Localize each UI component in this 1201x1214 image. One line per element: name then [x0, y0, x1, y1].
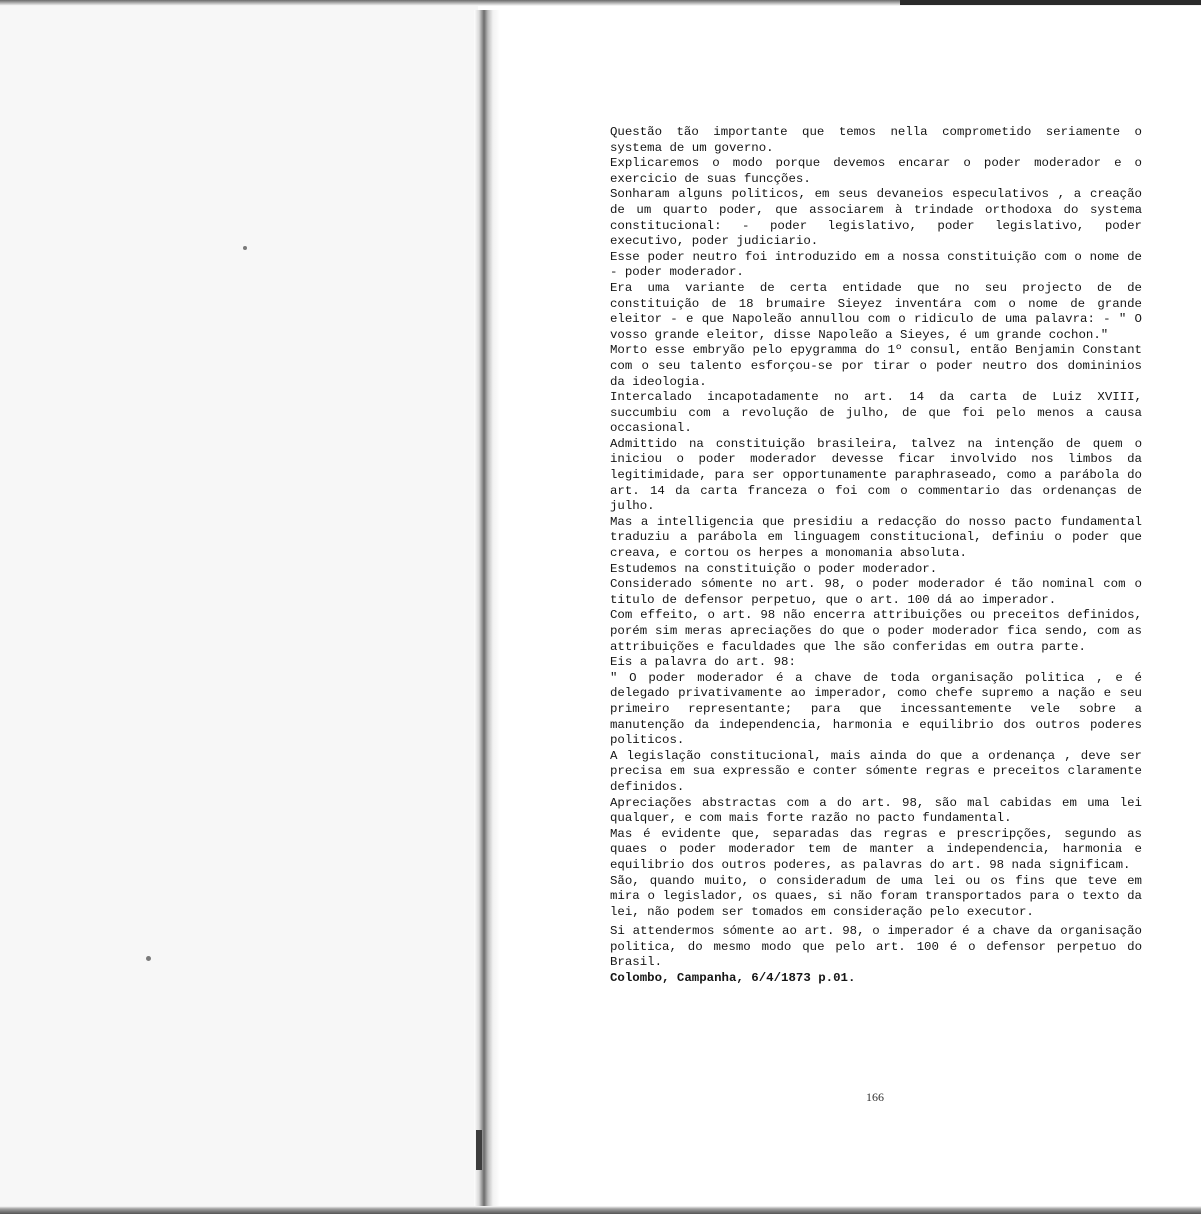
paragraph: Questão tão importante que temos nella comprometido seriamente o systema de um governo. — [610, 125, 1142, 155]
paragraph: Apreciações abstractas com a do art. 98, são mal cabidas em uma lei qualquer, e com mais forte razão no pacto fundamental. — [610, 795, 1142, 826]
paragraph: Explicaremos o modo porque devemos encarar o poder moderador e o exercicio de suas funcções. — [610, 156, 1142, 186]
document-body — [610, 125, 1142, 1085]
paragraph: Esse poder neutro foi introduzido em a nossa constituição com o nome de - poder moderador. — [610, 249, 1142, 280]
dust-speck — [146, 956, 151, 961]
source-citation: Colombo, Campanha, 6/4/1873 p.01. — [610, 971, 856, 986]
paragraph: Morto esse embryão pelo epygramma do 1º consul, então Benjamin Constant com o seu talento esforçou-se por tirar o poder neutro dos domininios da ideologia. — [610, 343, 1142, 389]
dust-speck — [243, 246, 247, 250]
scan-bottom-edge — [0, 1206, 1201, 1214]
quotation: " O poder moderador é a chave de toda organisação politica , e é delegado privativamente ao imperador, como chefe supremo a nação e seu primeiro representante; para que incessantemente vele sobre a manutenção da independencia, harmonia e equilibrio dos outros poderes politicos. — [610, 670, 1142, 748]
paragraph: Considerado sómente no art. 98, o poder moderador é tão nominal com o titulo de defensor perpetuo, que o art. 100 dá ao imperador. — [610, 577, 1142, 607]
paragraph: Sonharam alguns politicos, em seus devaneios especulativos , a creação de um quarto poder, que associarem à trindade orthodoxa do systema constitucional: - poder legislativo, poder legislativo, poder executivo, poder judiciario. — [610, 187, 1142, 249]
left-blank-page — [0, 6, 478, 1206]
page-number: 166 — [866, 1090, 884, 1104]
paragraph: São, quando muito, o consideradum de uma lei ou os fins que teve em mira o legislador, os quaes, si não foram transportados para o texto da lei, não podem ser tomados em consideração pelo executor. — [610, 873, 1142, 919]
paragraph: Intercalado incapotadamente no art. 14 da carta de Luiz XVIII, succumbiu com a revolução de julho, de que foi pelo menos a causa occasional. — [610, 390, 1142, 436]
paragraph: Mas é evidente que, separadas das regras e prescripções, segundo as quaes o poder moderador tem de manter a independencia, harmonia e equilibrio dos outros poderes, as palavras do art. 98 nada significam. — [610, 826, 1142, 872]
paragraph: Estudemos na constituição o poder moderador. — [610, 561, 938, 576]
paragraph: Eis a palavra do art. 98: — [610, 655, 796, 670]
book-gutter — [474, 10, 500, 1210]
paragraph: Era uma variante de certa entidade que no seu projecto de de constituição de 18 brumaire Sieyez inventára com o nome de grande eleitor - e que Napoleão annullou com o ridiculo de uma palavra: - " O vosso grande eleitor, disse Napoleão a Sieyes, é um grande cochon." — [610, 280, 1142, 342]
paragraph: A legislação constitucional, mais ainda do que a ordenança , deve ser precisa em sua expressão e conter sómente regras e preceitos claramente definidos. — [610, 748, 1142, 794]
spine-mark — [476, 1130, 482, 1170]
scan-top-edge-dark — [900, 0, 1201, 5]
paragraph: Si attendermos sómente ao art. 98, o imperador é a chave da organisação politica, do mesmo modo que pelo art. 100 é o defensor perpetuo do Brasil. — [610, 924, 1142, 970]
paragraph: Admittido na constituição brasileira, talvez na intenção de quem o iniciou o poder moderador devesse ficar involvido nos limbos da legitimidade, para ser opportunamente paraphraseado, como a parábola do art. 14 da carta franceza o foi com o commentario das ordenanças de julho. — [610, 436, 1142, 514]
paragraph: Com effeito, o art. 98 não encerra attribuições ou preceitos definidos, porém sim meras apreciações do que o poder moderador fica sendo, com as attribuições e faculdades que lhe são conferidas em outra parte. — [610, 608, 1142, 654]
paragraph: Mas a intelligencia que presidiu a redacção do nosso pacto fundamental traduziu a parábola em linguagem constitucional, definiu o poder que creava, e cortou os herpes a monomania absoluta. — [610, 514, 1142, 561]
